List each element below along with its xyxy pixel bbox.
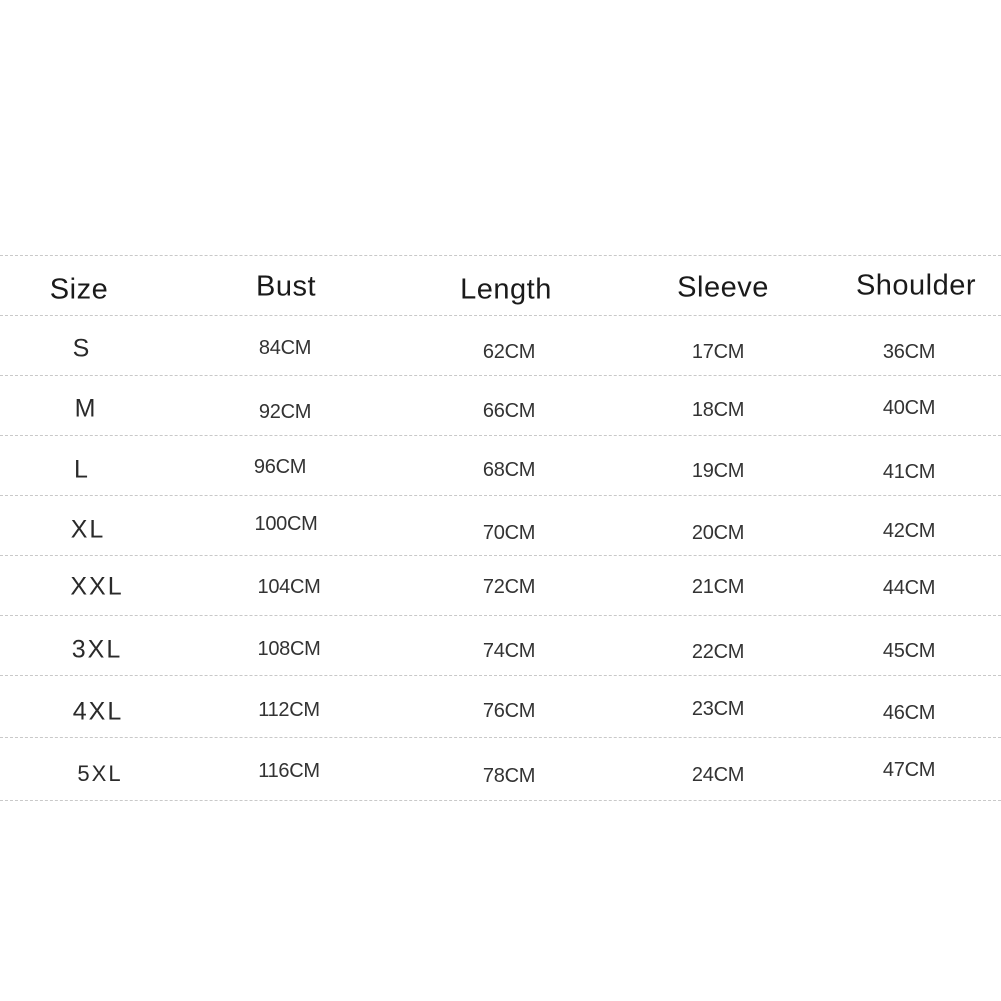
- row-divider: [0, 435, 1001, 436]
- length-cell: 68CM: [482, 459, 536, 481]
- sleeve-cell: 19CM: [691, 460, 745, 482]
- length-cell: 66CM: [482, 400, 536, 422]
- row-divider: [0, 255, 1001, 256]
- size-cell: L: [74, 455, 90, 484]
- sleeve-cell: 22CM: [691, 641, 745, 663]
- row-divider: [0, 675, 1001, 676]
- size-cell: 4XL: [72, 697, 124, 726]
- row-divider: [0, 555, 1001, 556]
- bust-cell: 92CM: [258, 401, 312, 423]
- shoulder-cell: 41CM: [882, 461, 936, 483]
- size-cell: S: [72, 334, 92, 363]
- length-cell: 78CM: [482, 765, 536, 787]
- bust-cell: 96CM: [253, 456, 307, 478]
- length-cell: 70CM: [482, 522, 536, 544]
- header-length: Length: [460, 273, 552, 306]
- row-divider: [0, 315, 1001, 316]
- bust-cell: 116CM: [258, 760, 320, 782]
- sleeve-cell: 21CM: [691, 576, 745, 598]
- shoulder-cell: 40CM: [882, 397, 936, 419]
- shoulder-cell: 45CM: [882, 640, 936, 662]
- sleeve-cell: 23CM: [691, 698, 745, 720]
- shoulder-cell: 47CM: [882, 759, 936, 781]
- row-divider: [0, 495, 1001, 496]
- header-shoulder: Shoulder: [855, 269, 977, 302]
- sleeve-cell: 20CM: [691, 522, 745, 544]
- row-divider: [0, 800, 1001, 801]
- header-bust: Bust: [255, 270, 317, 303]
- sleeve-cell: 17CM: [691, 341, 745, 363]
- row-divider: [0, 375, 1001, 376]
- length-cell: 72CM: [482, 576, 536, 598]
- shoulder-cell: 46CM: [882, 702, 936, 724]
- header-size: Size: [49, 273, 109, 306]
- bust-cell: 104CM: [257, 576, 321, 598]
- size-cell: M: [74, 394, 98, 423]
- bust-cell: 100CM: [254, 513, 318, 535]
- bust-cell: 112CM: [258, 699, 320, 721]
- bust-cell: 84CM: [258, 337, 312, 359]
- shoulder-cell: 36CM: [882, 341, 936, 363]
- row-divider: [0, 615, 1001, 616]
- size-cell: XXL: [70, 572, 124, 601]
- length-cell: 62CM: [482, 341, 536, 363]
- bust-cell: 108CM: [257, 638, 321, 660]
- length-cell: 74CM: [482, 640, 536, 662]
- row-divider: [0, 737, 1001, 738]
- shoulder-cell: 42CM: [882, 520, 936, 542]
- size-cell: XL: [70, 515, 106, 544]
- shoulder-cell: 44CM: [882, 577, 936, 599]
- sleeve-cell: 24CM: [691, 764, 745, 786]
- sleeve-cell: 18CM: [691, 399, 745, 421]
- length-cell: 76CM: [482, 700, 536, 722]
- size-cell: 5XL: [77, 761, 123, 786]
- header-sleeve: Sleeve: [677, 271, 769, 304]
- size-cell: 3XL: [71, 635, 123, 664]
